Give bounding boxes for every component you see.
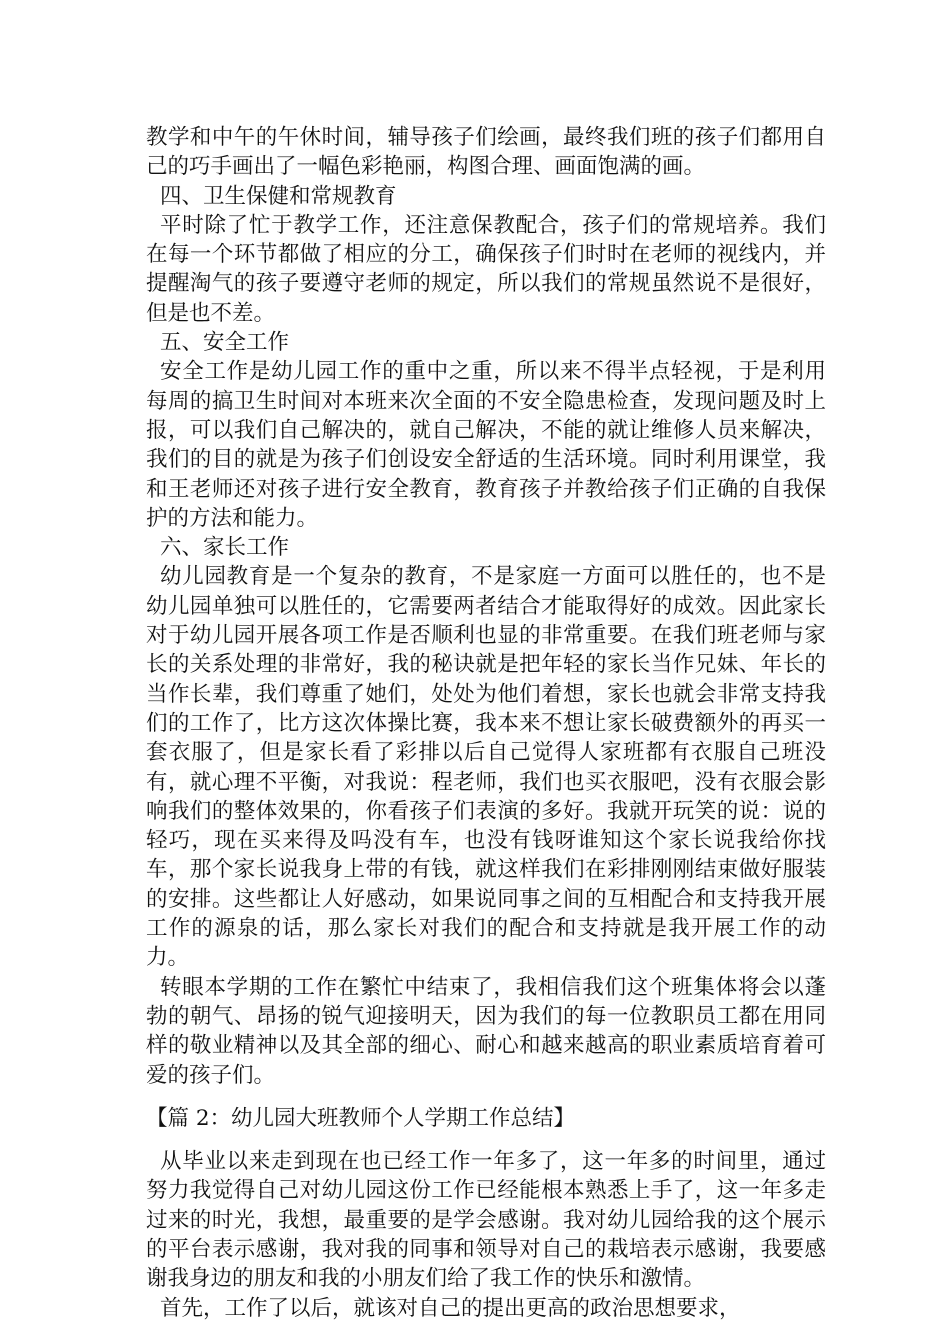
heading-safety: 五、安全工作 (160, 330, 290, 356)
paragraph-parents: 幼儿园教育是一个复杂的教育，不是家庭一方面可以胜任的，也不是幼儿园单独可以胜任的，它需要两者结合才能取得好的成效。因此家长对于幼儿园开展各项工作是否顺利也显的非常重要。在我们班老师与家长的关系处理的非常好，我的秘诀就是把年轻的家长当作兄妹、年长的当作长辈，我们尊重了她们，处处为他们着想，家长也就会非常支持我们的工作了，比方这次体操比赛，我本来不想让家长破费额外的再买一套衣服了，但是家长看了彩排以后自己觉得人家班都有衣服自己班没有，就心理不平衡，对我说：程老师，我们也买衣服吧，没有衣服会影响我们的整体效果的，你看孩子们表演的多好。我就开玩笑的说：说的轻巧，现在买来得及吗没有车，也没有钱呀谁知这个家长说我给你找车，那个家长说我身上带的有钱，就这样我们在彩排刚刚结束做好服装的安排。这些都让人好感动，如果说同事之间的互相配合和支持我开展工作的源泉的话，那么家长对我们的配合和支持就是我开展工作的动力。 (146, 564, 826, 971)
heading-parents: 六、家长工作 (160, 535, 290, 561)
paragraph-first: 首先，工作了以后，就该对自己的提出更高的政治思想要求， (160, 1295, 741, 1321)
heading-hygiene: 四、卫生保健和常规教育 (160, 183, 397, 209)
paragraph-art-activity: 教学和中午的午休时间，辅导孩子们绘画，最终我们班的孩子们都用自己的巧手画出了一幅色彩艳丽，构图合理、画面饱满的画。 (146, 125, 826, 180)
paragraph-gratitude: 从毕业以来走到现在也已经工作一年多了，这一年多的时间里，通过努力我觉得自己对幼儿园这份工作已经能根本熟悉上手了，这一年多走过来的时光，我想，最重要的是学会感谢。我对幼儿园给我的这个展示的平台表示感谢，我对我的同事和领导对自己的栽培表示感谢，我要感谢我身边的朋友和我的小朋友们给了我工作的快乐和激情。 (146, 1149, 826, 1292)
paragraph-conclusion: 转眼本学期的工作在繁忙中结束了，我相信我们这个班集体将会以蓬勃的朝气、昂扬的锐气迎接明天，因为我们的每一位教职员工都在用同样的敬业精神以及其全部的细心、耐心和越来越高的职业素质培育着可爱的孩子们。 (146, 974, 826, 1088)
paragraph-safety: 安全工作是幼儿园工作的重中之重，所以来不得半点轻视，于是利用每周的搞卫生时间对本班来次全面的不安全隐患检查，发现问题及时上报，可以我们自己解决的，就自己解决，不能的就让维修人员来解决，我们的目的就是为孩子们创设安全舒适的生活环境。同时利用课堂，我和王老师还对孩子进行安全教育，教育孩子并教给孩子们正确的自我保护的方法和能力。 (146, 359, 826, 531)
paragraph-hygiene: 平时除了忙于教学工作，还注意保教配合，孩子们的常规培养。我们在每一个环节都做了相应的分工，确保孩子们时时在老师的视线内，并提醒淘气的孩子要遵守老师的规定，所以我们的常规虽然说不是很好，但是也不差。 (146, 212, 826, 326)
section-title-part-2: 【篇 2：幼儿园大班教师个人学期工作总结】 (146, 1105, 576, 1131)
document-page (146, 123, 826, 1323)
